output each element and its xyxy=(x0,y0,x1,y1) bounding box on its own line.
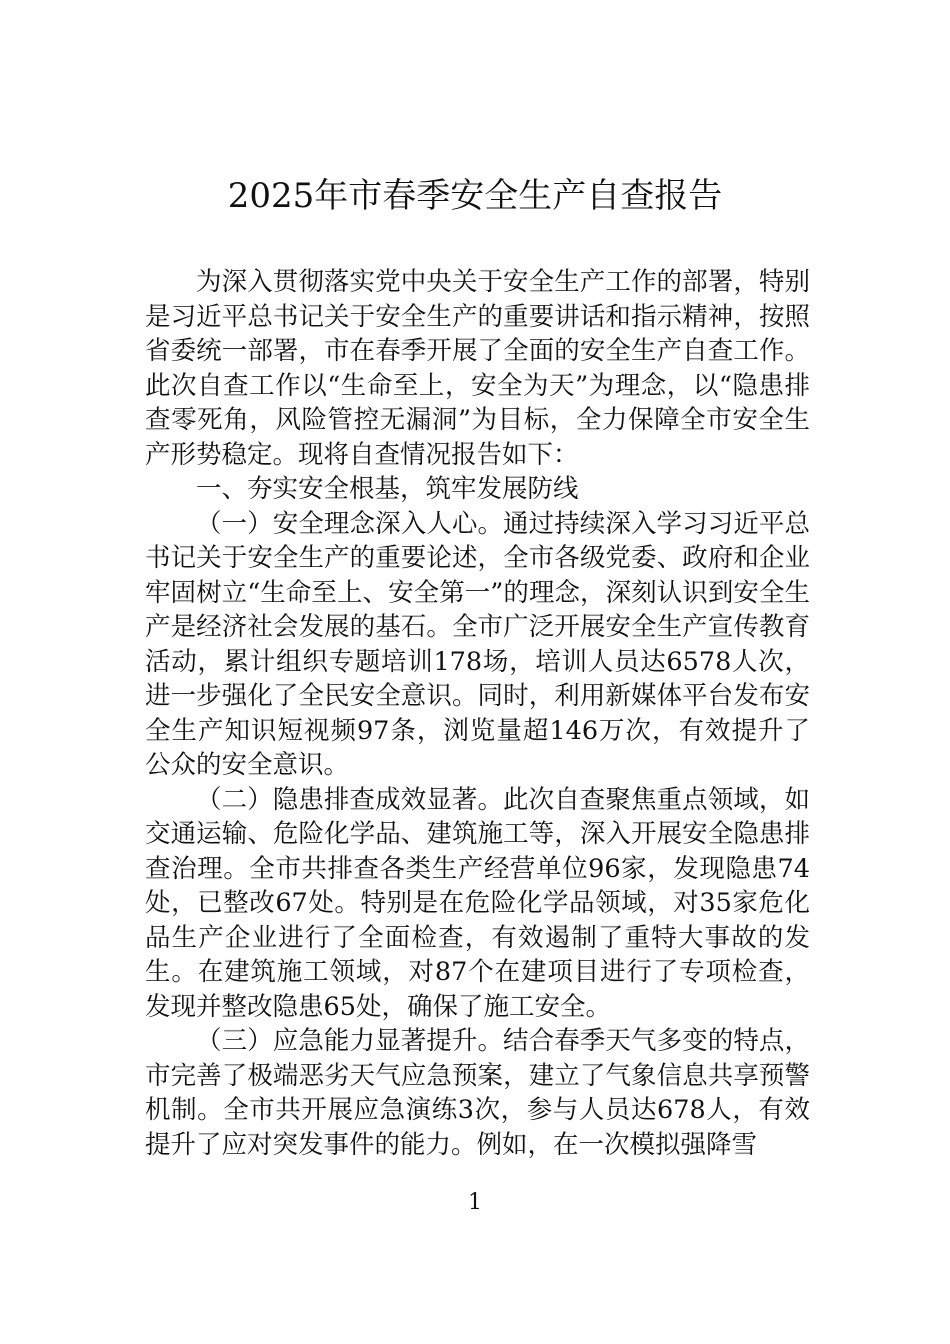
body-paragraph: （三）应急能力显著提升。结合春季天气多变的特点，市完善了极端恶劣天气应急预案，建立了气象信息共享预警机制。全市共开展应急演练3次，参与人员达678人，有效提升了应对突发事件的能力。例如，在一次模拟强降雪 xyxy=(145,1026,810,1160)
document-title: 2025年市春季安全生产自查报告 xyxy=(227,176,723,216)
body-paragraph: （二）隐患排查成效显著。此次自查聚焦重点领域，如交通运输、危险化学品、建筑施工等，深入开展安全隐患排查治理。全市共排查各类生产经营单位96家，发现隐患74处，已整改67处。特别是在危险化学品领域，对35家危化品生产企业进行了全面检查，有效遏制了重特大事故的发生。在建筑施工领域，对87个在建项目进行了专项检查，发现并整改隐患65处，确保了施工安全。 xyxy=(145,784,810,1022)
intro-paragraph: 为深入贯彻落实党中央关于安全生产工作的部署，特别是习近平总书记关于安全生产的重要讲话和指示精神，按照省委统一部署，市在春季开展了全面的安全生产自查工作。此次自查工作以“生命至上，安全为天”为理念，以“隐患排查零死角，风险管控无漏洞”为目标，全力保障全市安全生产形势稳定。现将自查情况报告如下： xyxy=(145,267,810,470)
section-heading: 一、夯实安全根基，筑牢发展防线 xyxy=(196,474,579,504)
body-paragraph: （一）安全理念深入人心。通过持续深入学习习近平总书记关于安全生产的重要论述，全市各级党委、政府和企业牢固树立“生命至上、安全第一”的理念，深刻认识到安全生产是经济社会发展的基石。全市广泛开展安全生产宣传教育活动，累计组织专题培训178场，培训人员达6578人次，进一步强化了全民安全意识。同时，利用新媒体平台发布安全生产知识短视频97条，浏览量超146万次，有效提升了公众的安全意识。 xyxy=(145,508,810,780)
document-body xyxy=(145,265,810,1162)
page-number: 1 xyxy=(468,1190,482,1215)
